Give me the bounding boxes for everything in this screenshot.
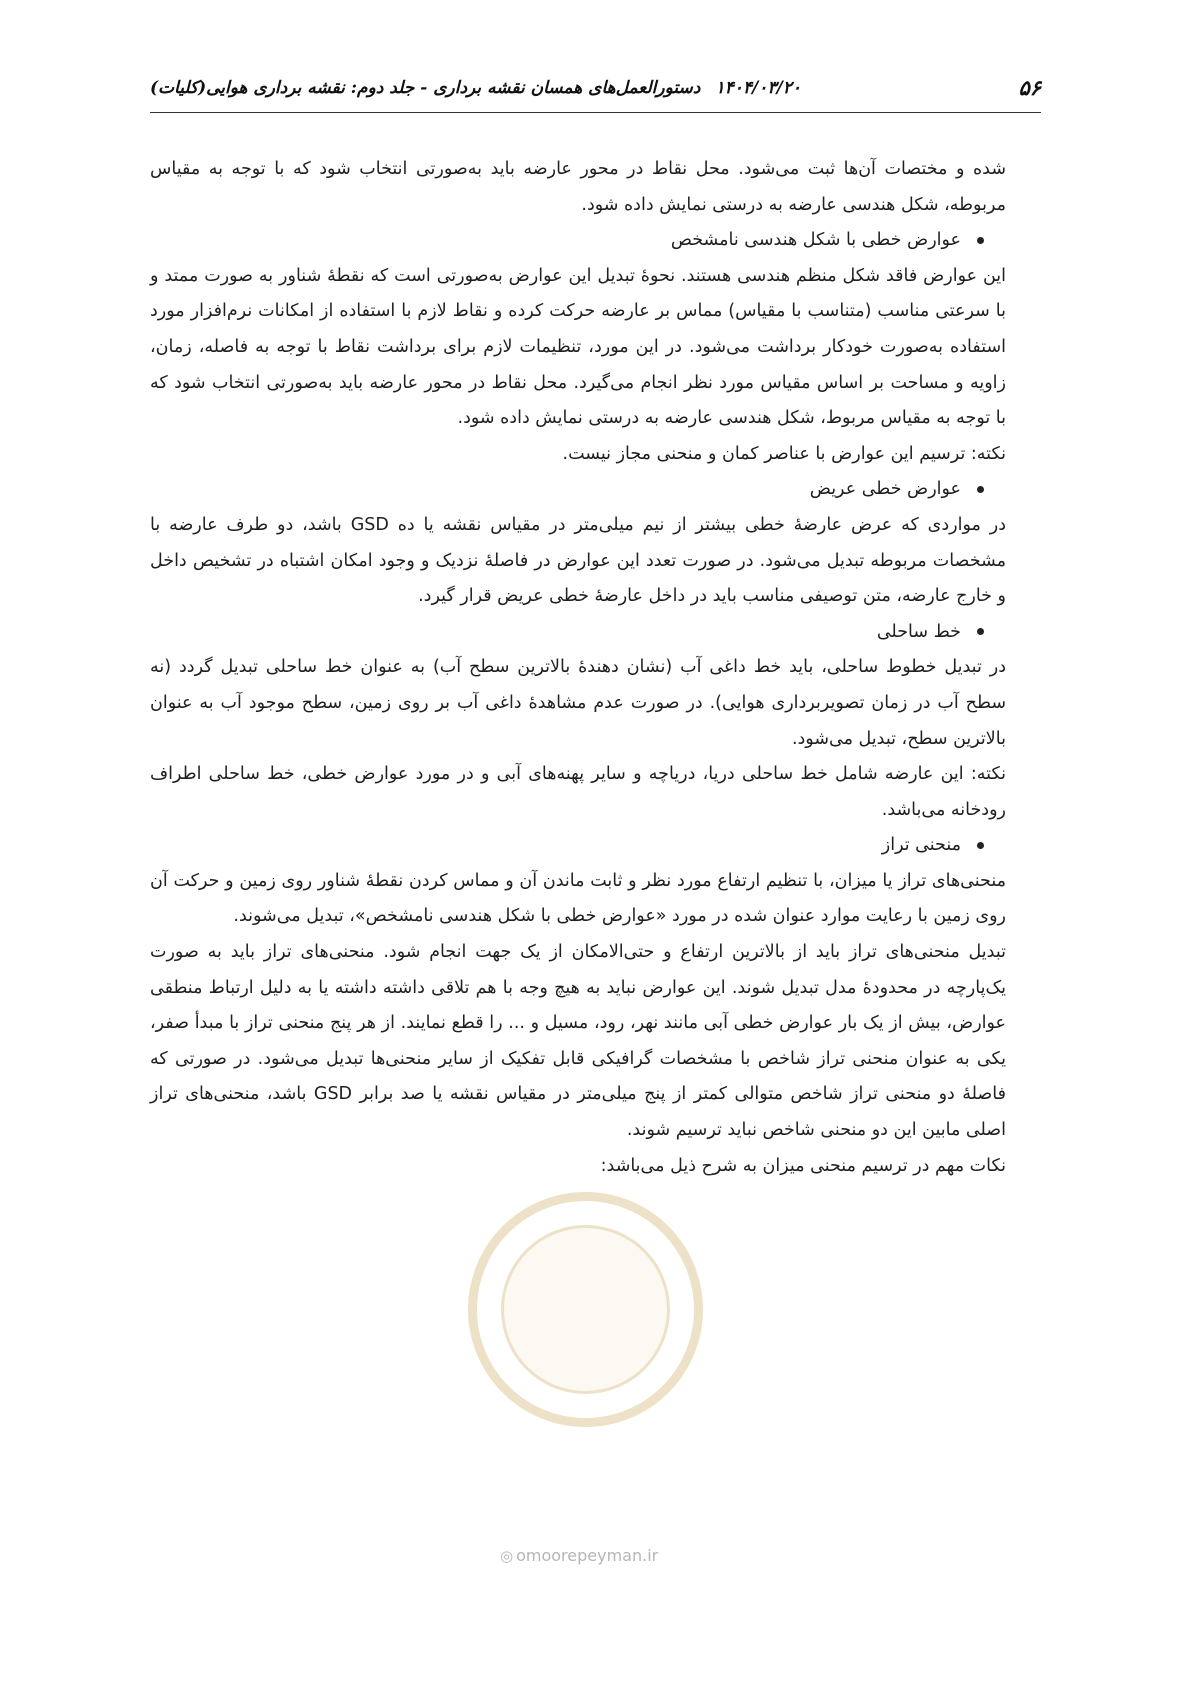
paragraph: این عوارض فاقد شکل منظم هندسی هستند. نحوهٔ تبدیل این عوارض به‌صورتی است که نقطهٔ شناور به صورت ممتد و با سرعتی مناسب (متناسب با مقیاس) مماس بر عارضه حرکت کرده و نقاط لازم با استفاده از امکانات نرم‌افزار مورد استفاده به‌صورت خودکار برداشت می‌شود. در این مورد، تنظیمات لازم برای برداشت نقاط با توجه به فاصله، زمان، زاویه و مساحت بر اساس مقیاس مورد نظر انجام می‌گیرد. محل نقاط در محور عارضه باید به‌صورتی انتخاب شود که با توجه به مقیاس مربوط، شکل هندسی عارضه به درستی نمایش داده شود. — [150, 265, 1006, 429]
header-title: دستورالعمل‌های همسان نقشه برداری - جلد دوم: نقشه برداری هوایی(کلیات) — [150, 78, 701, 98]
paragraph: نکات مهم در ترسیم منحنی میزان به شرح ذیل می‌باشد: — [600, 1155, 1006, 1176]
paragraph: منحنی‌های تراز یا میزان، با تنظیم ارتفاع مورد نظر و ثابت ماندن آن و مماس کردن نقطهٔ شناور روی زمین و حرکت آن روی زمین با رعایت موارد عنوان شده در مورد «عوارض خطی با شکل هندسی نامشخص»، تبدیل می‌شوند. — [150, 870, 1006, 927]
bullet-text: عوارض خطی عریض — [809, 479, 961, 500]
bullet-text: عوارض خطی با شکل هندسی نامشخص — [670, 230, 961, 251]
bullet-item — [150, 223, 1006, 259]
header-divider — [150, 112, 1041, 113]
watermark-seal-inner — [501, 1225, 670, 1394]
paragraph: در تبدیل خطوط ساحلی، باید خط داغی آب (نشان دهندهٔ بالاترین سطح آب) به عنوان خط ساحلی تبدیل گردد (نه سطح آب در زمان تصویربرداری هوایی). در صورت عدم مشاهدهٔ داغی آب بر روی زمین، سطح موجود آب به عنوان بالاترین سطح، تبدیل می‌شود. — [150, 657, 1006, 749]
bullet-dot-icon — [977, 486, 984, 493]
bullet-dot-icon — [977, 237, 984, 244]
paragraph: شده و مختصات آن‌ها ثبت می‌شود. محل نقاط در محور عارضه باید به‌صورتی انتخاب شود که با توجه به مقیاس مربوطه، شکل هندسی عارضه به درستی نمایش داده شود. — [150, 159, 1006, 215]
globe-icon: ◎ — [500, 1547, 514, 1565]
page-body — [150, 152, 1006, 1184]
watermark-seal — [468, 1192, 703, 1427]
paragraph: تبدیل منحنی‌های تراز باید از بالاترین ارتفاع و حتی‌الامکان از یک جهت انجام شود. منحنی‌های تراز باید به صورت یک‌پارچه در محدودهٔ مدل تبدیل شوند. این عوارض نباید به هیچ وجه با هم تلاقی داشته داشته یا به دلیل ارتباط منطقی عوارض، بیش از یک بار عوارض خطی آبی مانند نهر، رود، مسیل و ... را قطع نمایند. از هر پنج منحنی تراز با مبدأ صفر، یکی به عنوان منحنی تراز شاخص با مشخصات گرافیکی قابل تفکیک از سایر منحنی‌ها تبدیل می‌شود. در صورتی که فاصلهٔ دو منحنی تراز شاخص متوالی کمتر از پنج میلی‌متر در مقیاس نقشه یا صد برابر GSD باشد، منحنی‌های تراز اصلی مابین این دو منحنی شاخص نباید ترسیم شوند. — [150, 942, 1006, 1141]
bullet-dot-icon — [977, 628, 984, 635]
note: نکته: این عارضه شامل خط ساحلی دریا، دریاچه و سایر پهنه‌های آبی و در مورد عوارض خطی، خط ساحلی اطراف رودخانه می‌باشد. — [150, 764, 1006, 820]
page-number: ۵۶ — [1018, 75, 1041, 100]
bullet-item — [150, 472, 1006, 508]
bullet-item — [150, 615, 1006, 651]
paragraph: در مواردی که عرض عارضهٔ خطی بیشتر از نیم میلی‌متر در مقیاس نقشه یا ده GSD باشد، دو طرف عارضه با مشخصات مربوطه تبدیل می‌شود. در صورت تعدد این عوارض در فاصلهٔ نزدیک و وجود امکان اشتباه در تشخیص داخل و خارج عارضه، متن توصیفی مناسب باید در داخل عارضهٔ خطی عریض قرار گیرد. — [150, 514, 1006, 607]
bullet-text: منحنی تراز — [881, 835, 961, 856]
watermark-url — [500, 1546, 658, 1565]
bullet-text: خط ساحلی — [876, 621, 961, 642]
watermark-url-text: omoorepeyman.ir — [516, 1546, 659, 1565]
header-date: ۱۴۰۴/۰۳/۲۰ — [715, 78, 801, 98]
page-header — [150, 75, 1041, 110]
note: نکته: ترسیم این عوارض با عناصر کمان و منحنی مجاز نیست. — [562, 443, 1006, 464]
bullet-dot-icon — [977, 842, 984, 849]
bullet-item — [150, 828, 1006, 864]
